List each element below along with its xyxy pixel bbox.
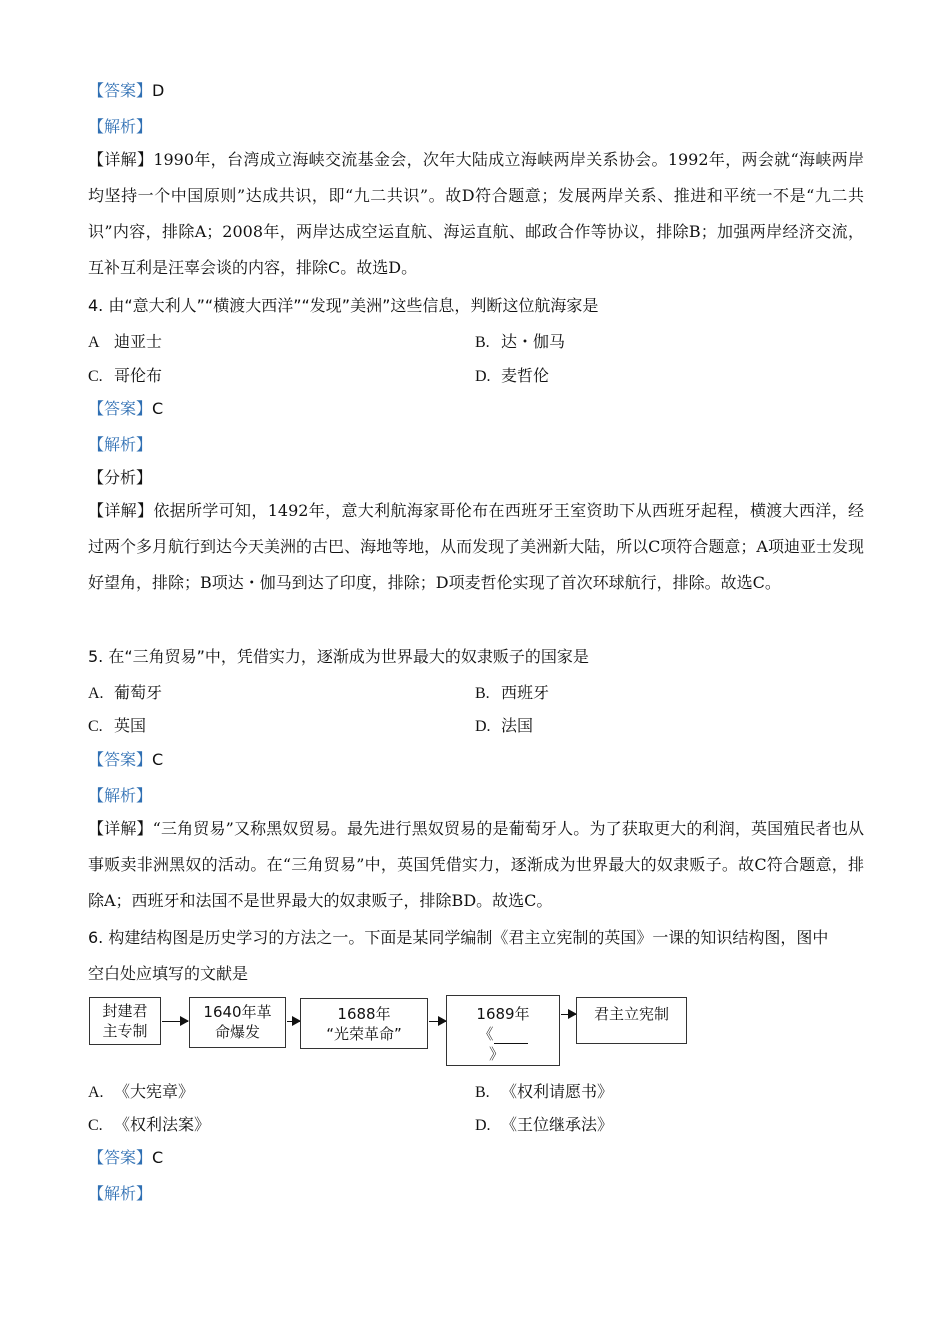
q4-analysis-label: 【解析】 [88, 435, 153, 454]
q3-analysis-label: 【解析】 [88, 117, 153, 136]
q5-option-c: C. 英国 [88, 716, 147, 735]
q5-detail-text: “三角贸易”又称黑奴贸易。最先进行黑奴贸易的是葡萄牙人。为了获取更大的利润，英国殖民者也从事贩卖非洲黑奴的活动。在“三角贸易”中，英国凭借实力，逐渐成为世界最大的奴隶贩子。故C符合题意，排除A；西班牙和法国不是世界最大的奴隶贩子，排除BD。故选C。 [88, 819, 864, 910]
q6-option-c: C. 《权利法案》 [88, 1115, 211, 1134]
q5-title: 5. 在“三角贸易”中，凭借实力，逐渐成为世界最大的奴隶贩子的国家是 [88, 647, 589, 666]
diagram-arrow [287, 1021, 300, 1022]
q6-title-line1: 6. 构建结构图是历史学习的方法之一。下面是某同学编制《君主立宪制的英国》一课的知识结构图，图中 [88, 928, 829, 947]
q3-answer-line [88, 80, 164, 102]
diagram-arrow [429, 1021, 446, 1022]
q5-analysis-label: 【解析】 [88, 786, 153, 805]
q4-title: 4. 由“意大利人”“横渡大西洋”“发现”美洲”这些信息，判断这位航海家是 [88, 296, 599, 315]
q6-title-line2: 空白处应填写的文献是 [88, 964, 249, 983]
q3-detail [88, 142, 864, 286]
diagram-box-feudal: 封建君 主专制 [89, 997, 161, 1045]
diagram-box-1688: 1688年 “光荣革命” [300, 998, 428, 1049]
q6-option-b: B. 《权利请愿书》 [475, 1082, 614, 1101]
diagram-box-1640: 1640年革 命爆发 [189, 997, 286, 1048]
q6-analysis-label: 【解析】 [88, 1184, 153, 1203]
q5-option-d: D. 法国 [475, 716, 534, 735]
detail-label: 【详解】 [88, 150, 154, 169]
q4-fenxi-label: 【分析】 [88, 468, 153, 487]
q6-answer-line: 【答案】C [88, 1148, 164, 1167]
q5-answer-line: 【答案】C [88, 750, 164, 769]
q4-answer: C [152, 399, 164, 418]
q4-option-c: C. 哥伦布 [88, 366, 163, 385]
q4-answer-line: 【答案】C [88, 399, 164, 418]
answer-label: 【答案】 [88, 81, 153, 100]
q5-option-b: B. 西班牙 [475, 683, 550, 702]
q4-detail-text: 依据所学可知，1492年，意大利航海家哥伦布在西班牙王室资助下从西班牙起程，横渡大西洋，经过两个多月航行到达今天美洲的古巴、海地等地，从而发现了美洲新大陆，所以C项符合题意；A项迪亚士发现好望角，排除；B项达・伽马到达了印度，排除；D项麦哲伦实现了首次环球航行，排除。故选C。 [88, 501, 864, 592]
q3-answer: D [152, 81, 165, 100]
q4-option-d: D. 麦哲伦 [475, 366, 550, 385]
q4-detail: 【详解】依据所学可知，1492年，意大利航海家哥伦布在西班牙王室资助下从西班牙起程，横渡大西洋，经过两个多月航行到达今天美洲的古巴、海地等地，从而发现了美洲新大陆，所以C项符合题意；A项迪亚士发现好望角，排除；B项达・伽马到达了印度，排除；D项麦哲伦实现了首次环球航行，排除。故选C。 [88, 501, 864, 592]
diagram-box-1689: 1689年 《 》 [446, 995, 560, 1066]
q5-option-a: A. 葡萄牙 [88, 683, 163, 702]
q5-answer: C [152, 750, 164, 769]
q3-detail-text: 1990年，台湾成立海峡交流基金会，次年大陆成立海峡两岸关系协会。1992年，两会就“海峡两岸均坚持一个中国原则”达成共识，即“九二共识”。故D符合题意；发展两岸关系、推进和平统一不是“九二共识”内容，排除A；2008年，两岸达成空运直航、海运直航、邮政合作等协议，排除B；加强两岸经济交流，互补互利是汪辜会谈的内容，排除C。故选D。 [88, 150, 864, 277]
q6-option-d: D. 《王位继承法》 [475, 1115, 614, 1134]
fill-in-blank [494, 1029, 528, 1044]
q6-option-a: A. 《大宪章》 [88, 1082, 195, 1101]
q4-option-a: A 迪亚士 [88, 332, 163, 351]
q6-answer: C [152, 1148, 164, 1167]
diagram-arrow [162, 1021, 188, 1022]
diagram-arrow [561, 1014, 576, 1015]
q5-detail: 【详解】“三角贸易”又称黑奴贸易。最先进行黑奴贸易的是葡萄牙人。为了获取更大的利润，英国殖民者也从事贩卖非洲黑奴的活动。在“三角贸易”中，英国凭借实力，逐渐成为世界最大的奴隶贩子。故C符合题意，排除A；西班牙和法国不是世界最大的奴隶贩子，排除BD。故选C。 [88, 819, 864, 910]
q4-option-b: B. 达・伽马 [475, 332, 566, 351]
diagram-box-constitutional-monarchy: 君主立宪制 [576, 997, 687, 1044]
